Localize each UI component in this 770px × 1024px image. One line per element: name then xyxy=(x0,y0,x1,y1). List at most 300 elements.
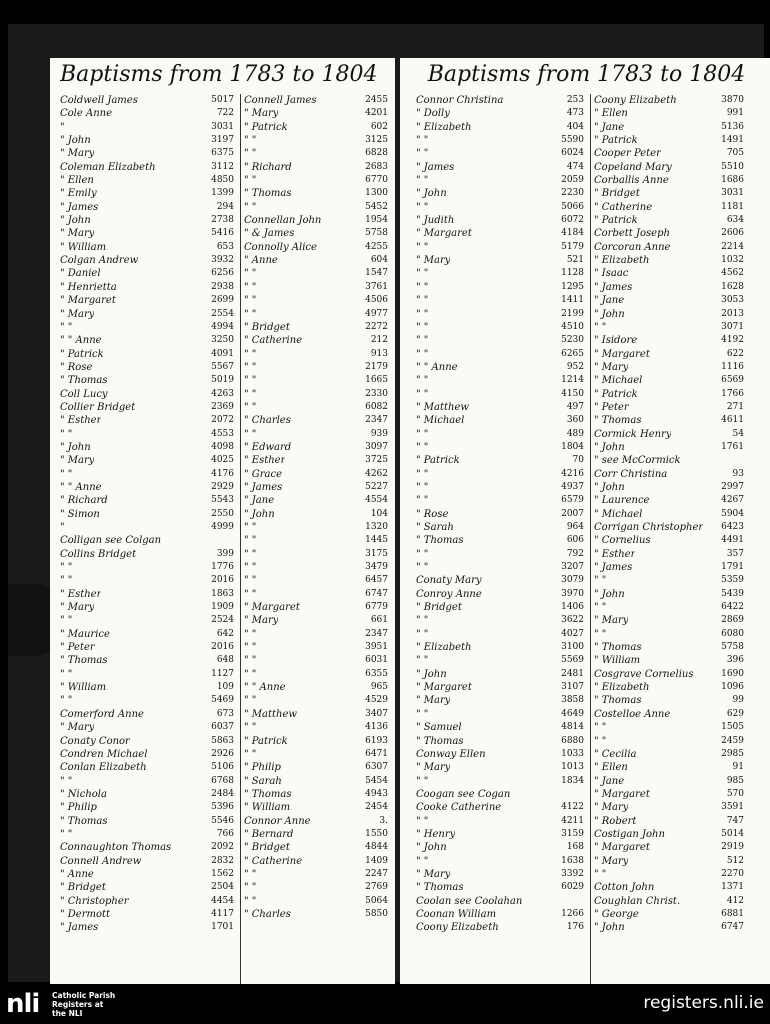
entry-name: Connor Anne xyxy=(244,815,311,827)
register-entry xyxy=(244,694,392,707)
left-page-title: Baptisms from 1783 to 1804 xyxy=(60,62,378,87)
register-entry xyxy=(594,267,748,280)
entry-number: 1690 xyxy=(721,668,744,679)
entry-number: 1686 xyxy=(721,175,744,186)
entry-number: 4255 xyxy=(365,241,388,252)
entry-number: 5179 xyxy=(561,241,584,252)
register-entry xyxy=(244,908,392,921)
entry-name: " " xyxy=(244,575,257,587)
entry-number: 766 xyxy=(216,828,234,839)
entry-name: Coogan see Cogan xyxy=(416,788,511,800)
register-entry xyxy=(416,508,588,521)
nli-logo[interactable]: nli xyxy=(6,989,40,1019)
register-entry xyxy=(594,454,748,467)
register-entry xyxy=(244,348,392,361)
register-entry xyxy=(416,775,588,788)
register-entry xyxy=(416,107,588,120)
entry-name: " John xyxy=(594,441,625,453)
entry-number: 1628 xyxy=(721,281,744,292)
register-entry xyxy=(594,815,748,828)
entry-number: 673 xyxy=(216,708,234,719)
register-entry xyxy=(244,227,392,240)
entry-name: " " xyxy=(244,868,257,880)
entry-number: 168 xyxy=(566,842,584,853)
entry-number: 5106 xyxy=(211,762,234,773)
register-entry xyxy=(60,708,238,721)
entry-number: 952 xyxy=(566,361,584,372)
register-entry xyxy=(594,107,748,120)
register-entry xyxy=(594,801,748,814)
entry-number: 5136 xyxy=(721,121,744,132)
entry-name: " Richard xyxy=(60,495,108,507)
entry-number: 3479 xyxy=(365,562,388,573)
entry-number: 5904 xyxy=(721,508,744,519)
register-entry xyxy=(416,454,588,467)
register-entry xyxy=(244,788,392,801)
entry-name: " " xyxy=(244,348,257,360)
entry-name: " " xyxy=(594,735,607,747)
entry-number: 6024 xyxy=(561,148,584,159)
entry-name: " " xyxy=(244,548,257,560)
entry-number: 5416 xyxy=(211,228,234,239)
register-entry xyxy=(416,428,588,441)
entry-name: " William xyxy=(60,241,107,253)
entry-number: 602 xyxy=(370,121,388,132)
entry-name: " Mary xyxy=(60,228,95,240)
entry-number: 604 xyxy=(370,255,388,266)
site-link[interactable]: registers.nli.ie xyxy=(643,993,764,1013)
entry-name: " Mary xyxy=(60,308,95,320)
register-entry xyxy=(244,241,392,254)
entry-name: " Philip xyxy=(244,762,281,774)
register-entry xyxy=(60,921,238,934)
register-entry xyxy=(594,348,748,361)
entry-number: 5359 xyxy=(721,575,744,586)
register-entry xyxy=(594,534,748,547)
entry-name: " Emily xyxy=(60,188,97,200)
entry-number: 6072 xyxy=(561,215,584,226)
register-entry xyxy=(244,828,392,841)
entry-name: " George xyxy=(594,908,639,920)
register-entry xyxy=(416,321,588,334)
register-entry xyxy=(416,267,588,280)
register-entry xyxy=(416,521,588,534)
entry-number: 3. xyxy=(379,815,388,826)
entry-name: " " xyxy=(244,375,257,387)
register-entry xyxy=(60,775,238,788)
register-entry xyxy=(594,201,748,214)
register-entry xyxy=(594,628,748,641)
entry-number: 1266 xyxy=(561,908,584,919)
entry-number: 4201 xyxy=(365,108,388,119)
register-entry xyxy=(60,841,238,854)
entry-number: 1013 xyxy=(561,762,584,773)
entry-name: " Thomas xyxy=(594,642,642,654)
entry-name: " Esther xyxy=(594,548,636,560)
entry-name: " " xyxy=(416,548,429,560)
entry-name: " " xyxy=(244,522,257,533)
footer-bar xyxy=(0,984,770,1024)
register-entry xyxy=(244,561,392,574)
entry-number: 1665 xyxy=(365,375,388,386)
entry-number: 991 xyxy=(726,108,744,119)
entry-name: Conaty Conor xyxy=(60,735,130,747)
register-entry xyxy=(60,788,238,801)
entry-number: 5230 xyxy=(561,335,584,346)
left-column-1 xyxy=(60,94,238,994)
entry-number: 497 xyxy=(566,401,584,412)
entry-name: Connell Andrew xyxy=(60,855,142,867)
register-entry xyxy=(594,508,748,521)
register-entry xyxy=(416,134,588,147)
register-entry xyxy=(244,281,392,294)
entry-number: 3591 xyxy=(721,802,744,813)
register-entry xyxy=(416,788,588,801)
register-entry xyxy=(244,414,392,427)
register-entry xyxy=(60,868,238,881)
entry-number: 2007 xyxy=(561,508,584,519)
register-entry xyxy=(594,308,748,321)
entry-number: 4262 xyxy=(365,468,388,479)
entry-number: 3761 xyxy=(365,281,388,292)
entry-name: " Samuel xyxy=(416,722,462,734)
entry-number: 6457 xyxy=(365,575,388,586)
entry-number: 360 xyxy=(566,415,584,426)
entry-name: " Esther xyxy=(244,455,286,467)
register-entry xyxy=(594,414,748,427)
entry-number: 2550 xyxy=(211,508,234,519)
register-entry xyxy=(594,441,748,454)
register-entry xyxy=(416,401,588,414)
entry-number: 2926 xyxy=(211,748,234,759)
entry-number: 1320 xyxy=(365,522,388,532)
entry-name: " Patrick xyxy=(594,135,638,147)
entry-name: Conroy Anne xyxy=(416,588,482,600)
entry-number: 4506 xyxy=(365,295,388,306)
register-entry xyxy=(244,628,392,641)
entry-number: 396 xyxy=(726,655,744,666)
register-entry xyxy=(594,921,748,934)
entry-name: " John xyxy=(60,441,91,453)
entry-number: 2454 xyxy=(365,802,388,813)
register-entry xyxy=(244,401,392,414)
entry-name: " Dolly xyxy=(416,108,450,120)
register-entry xyxy=(594,214,748,227)
entry-name: " " xyxy=(244,148,257,160)
register-entry xyxy=(244,214,392,227)
register-entry xyxy=(416,895,588,908)
register-entry xyxy=(60,481,238,494)
register-entry xyxy=(60,147,238,160)
entry-number: 1638 xyxy=(561,855,584,866)
right-page-title: Baptisms from 1783 to 1804 xyxy=(427,62,746,87)
register-entry xyxy=(60,561,238,574)
entry-number: 634 xyxy=(726,215,744,226)
entry-name: " Dermott xyxy=(60,908,111,920)
register-entry xyxy=(244,121,392,134)
entry-number: 5758 xyxy=(721,642,744,653)
entry-name: " Patrick xyxy=(594,215,638,227)
entry-number: 3197 xyxy=(211,135,234,146)
register-entry xyxy=(594,828,748,841)
entry-number: 6256 xyxy=(211,268,234,279)
entry-number: 6779 xyxy=(365,602,388,613)
register-entry xyxy=(60,694,238,707)
entry-number: 4091 xyxy=(211,348,234,359)
entry-name: " Elizabeth xyxy=(594,255,650,267)
register-entry xyxy=(60,321,238,334)
entry-name: " Charles xyxy=(244,908,291,920)
entry-number: 2272 xyxy=(365,321,388,332)
register-entry xyxy=(416,668,588,681)
entry-number: 4211 xyxy=(561,815,584,826)
entry-name: " " Anne xyxy=(244,682,286,694)
entry-number: 2016 xyxy=(211,642,234,653)
entry-name: " Henry xyxy=(416,828,456,840)
entry-name: " " xyxy=(60,615,73,627)
entry-name: Connell James xyxy=(244,95,317,106)
register-entry xyxy=(416,281,588,294)
entry-name: Connor Christina xyxy=(416,95,504,106)
register-entry xyxy=(416,921,588,934)
entry-name: " " xyxy=(60,468,73,480)
entry-name: " Catherine xyxy=(244,855,303,867)
register-entry xyxy=(60,121,238,134)
entry-name: " Elizabeth xyxy=(416,642,472,654)
entry-number: 2832 xyxy=(211,855,234,866)
entry-number: 2683 xyxy=(365,161,388,172)
column-rule xyxy=(240,94,241,988)
register-entry xyxy=(60,494,238,507)
entry-name: " Margaret xyxy=(594,842,650,854)
register-entry xyxy=(244,588,392,601)
register-entry xyxy=(60,414,238,427)
entry-name: " " xyxy=(416,495,429,507)
entry-name: " " xyxy=(594,575,607,587)
entry-name: " Bridget xyxy=(244,321,290,333)
entry-number: 4192 xyxy=(721,335,744,346)
register-entry xyxy=(244,334,392,347)
entry-name: " Mary xyxy=(416,255,451,267)
entry-number: 2179 xyxy=(365,361,388,372)
entry-number: 3970 xyxy=(561,588,584,599)
register-entry xyxy=(60,534,238,547)
entry-number: 4844 xyxy=(365,842,388,853)
entry-number: 1181 xyxy=(721,201,744,212)
entry-number: 1550 xyxy=(365,828,388,839)
register-entry xyxy=(244,681,392,694)
register-entry xyxy=(60,227,238,240)
entry-number: 5590 xyxy=(561,135,584,146)
entry-name: Costigan John xyxy=(594,828,665,840)
entry-number: 939 xyxy=(370,428,388,439)
register-entry xyxy=(60,908,238,921)
register-entry xyxy=(244,548,392,561)
register-entry xyxy=(60,641,238,654)
entry-number: 1562 xyxy=(211,868,234,879)
entry-number: 2554 xyxy=(211,308,234,319)
entry-name: " Patrick xyxy=(416,455,460,467)
register-entry xyxy=(60,654,238,667)
entry-number: 5469 xyxy=(211,695,234,706)
entry-number: 661 xyxy=(370,615,388,626)
register-entry xyxy=(244,321,392,334)
entry-number: 404 xyxy=(566,121,584,132)
register-entry xyxy=(60,628,238,641)
register-entry xyxy=(416,654,588,667)
entry-name: " Catherine xyxy=(594,201,653,213)
entry-name: " " xyxy=(416,148,429,160)
entry-name: " Margaret xyxy=(594,788,650,800)
entry-number: 3858 xyxy=(561,695,584,706)
entry-name: " Anne xyxy=(244,255,278,267)
entry-name: Corcoran Anne xyxy=(594,241,671,253)
entry-name: " Isaac xyxy=(594,268,629,280)
entry-number: 2524 xyxy=(211,615,234,626)
entry-name: Coldwell James xyxy=(60,95,138,106)
register-entry xyxy=(594,841,748,854)
register-entry xyxy=(244,481,392,494)
entry-name: " " xyxy=(244,201,257,213)
entry-number: 2072 xyxy=(211,415,234,426)
entry-number: 3392 xyxy=(561,868,584,879)
entry-name: " Thomas xyxy=(244,188,292,200)
entry-name: Colligan see Colgan xyxy=(60,535,162,547)
entry-number: 1214 xyxy=(561,375,584,386)
register-entry xyxy=(594,187,748,200)
entry-name: " " xyxy=(416,815,429,827)
register-entry xyxy=(244,841,392,854)
entry-number: 985 xyxy=(726,775,744,786)
register-entry xyxy=(416,147,588,160)
entry-number: 4611 xyxy=(721,415,744,426)
entry-number: 913 xyxy=(370,348,388,359)
entry-number: 6770 xyxy=(365,175,388,186)
entry-number: 4117 xyxy=(211,908,234,919)
entry-number: 2330 xyxy=(365,388,388,399)
entry-name: " " Anne xyxy=(60,481,102,493)
entry-number: 212 xyxy=(370,335,388,346)
entry-number: 4150 xyxy=(561,388,584,399)
entry-number: 4937 xyxy=(561,481,584,492)
entry-number: 4999 xyxy=(211,522,234,532)
entry-name: " Mary xyxy=(244,108,279,120)
column-rule xyxy=(590,94,591,988)
entry-number: 2455 xyxy=(365,95,388,105)
entry-number: 4562 xyxy=(721,268,744,279)
register-entry xyxy=(60,454,238,467)
register-entry xyxy=(416,308,588,321)
register-entry xyxy=(416,694,588,707)
entry-name: " " xyxy=(244,135,257,147)
entry-name: " John xyxy=(416,842,447,854)
register-entry xyxy=(594,388,748,401)
register-entry xyxy=(594,868,748,881)
register-entry xyxy=(244,574,392,587)
register-entry xyxy=(594,881,748,894)
register-entry xyxy=(244,107,392,120)
entry-name: " " xyxy=(244,895,257,907)
entry-number: 1411 xyxy=(561,295,584,306)
entry-number: 3031 xyxy=(211,121,234,132)
entry-number: 4943 xyxy=(365,788,388,799)
entry-name: " Margaret xyxy=(416,228,472,240)
entry-number: 3725 xyxy=(365,455,388,466)
register-entry xyxy=(594,574,748,587)
logo-line-2: Registers at xyxy=(52,1000,104,1009)
entry-number: 1116 xyxy=(721,361,744,372)
entry-name: Collins Bridget xyxy=(60,548,137,560)
register-entry xyxy=(60,588,238,601)
entry-name: " Grace xyxy=(244,468,283,480)
left-page xyxy=(50,58,395,994)
entry-name: " Maurice xyxy=(60,628,110,640)
entry-name: " Michael xyxy=(594,508,643,520)
entry-name: " " Anne xyxy=(416,361,458,373)
entry-number: 412 xyxy=(726,895,744,906)
register-entry xyxy=(594,748,748,761)
entry-name: " " xyxy=(416,241,429,253)
register-entry xyxy=(594,721,748,734)
entry-name: " Thomas xyxy=(60,375,108,387)
register-entry xyxy=(416,294,588,307)
entry-name: " Bridget xyxy=(416,602,462,614)
entry-name: " Anne xyxy=(60,868,94,880)
register-entry xyxy=(60,508,238,521)
register-entry xyxy=(594,294,748,307)
register-entry xyxy=(416,601,588,614)
entry-number: 5452 xyxy=(365,201,388,212)
entry-name: " John xyxy=(416,188,447,200)
entry-name: " Mary xyxy=(594,615,629,627)
entry-name: Connaughton Thomas xyxy=(60,842,172,854)
entry-name: " " xyxy=(594,722,607,734)
register-entry xyxy=(416,534,588,547)
register-entry xyxy=(60,721,238,734)
entry-number: 3870 xyxy=(721,95,744,105)
entry-number: 1761 xyxy=(721,441,744,452)
entry-name: " " xyxy=(416,175,429,187)
entry-number: 4491 xyxy=(721,535,744,546)
entry-name: " Thomas xyxy=(416,535,464,547)
register-entry xyxy=(244,735,392,748)
register-entry xyxy=(594,174,748,187)
entry-name: " " xyxy=(244,588,257,600)
register-entry xyxy=(416,641,588,654)
entry-name: " Matthew xyxy=(244,708,297,720)
register-entry xyxy=(416,254,588,267)
entry-number: 5863 xyxy=(211,735,234,746)
entry-number: 6082 xyxy=(365,401,388,412)
entry-name: " Thomas xyxy=(244,788,292,800)
entry-name: " " xyxy=(60,828,73,840)
entry-name: " James xyxy=(594,281,633,293)
entry-name: " xyxy=(60,522,65,533)
register-entry xyxy=(244,641,392,654)
entry-name: " Richard xyxy=(244,161,292,173)
register-entry xyxy=(594,855,748,868)
entry-name: " " xyxy=(244,295,257,307)
register-entry xyxy=(594,161,748,174)
entry-number: 1863 xyxy=(211,588,234,599)
entry-name: " Patrick xyxy=(60,348,104,360)
register-entry xyxy=(416,214,588,227)
entry-number: 474 xyxy=(566,161,584,172)
entry-number: 722 xyxy=(216,108,234,119)
entry-name: " John xyxy=(594,588,625,600)
entry-name: Coughlan Christ. xyxy=(594,895,681,907)
register-entry xyxy=(60,161,238,174)
